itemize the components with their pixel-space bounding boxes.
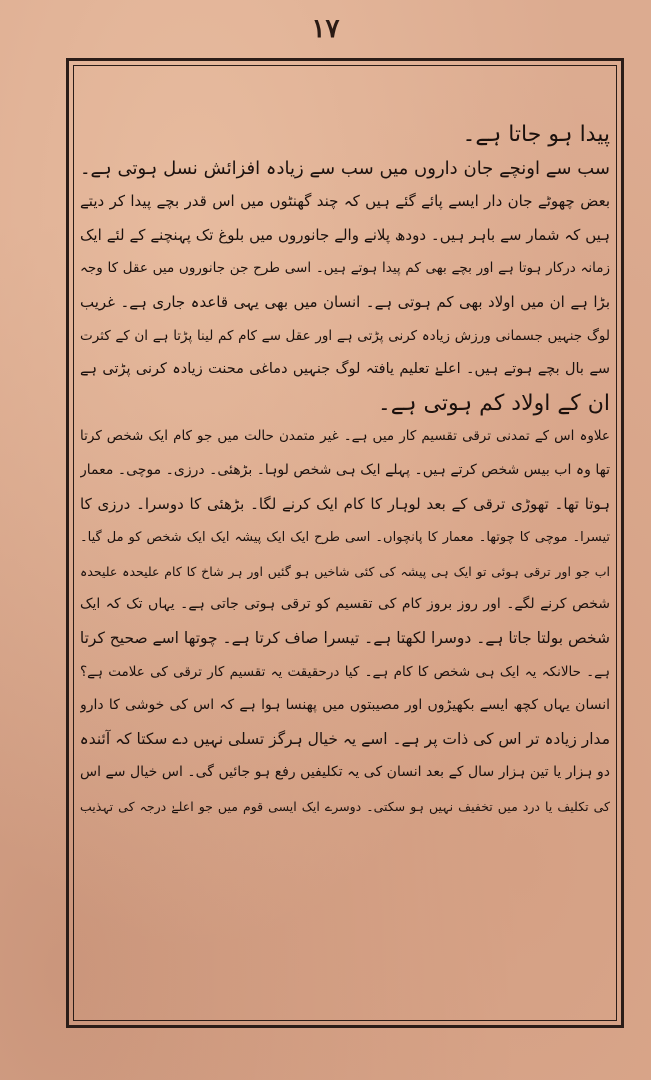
text-line: بعض چھوٹے جان دار ایسے پائے گئے ہیں کہ چند گھنٹوں میں اس قدر بچے پیدا کر دیتے: [80, 192, 610, 211]
text-line: انسان یہاں کچھ ایسے بکھیڑوں اور مصیبتوں میں پھنسا ہوا ہے کہ اس کی خوشی کا دارو: [80, 697, 610, 714]
text-line: سے بال بچے ہوتے ہیں۔ اعلےٰ تعلیم یافتہ لوگ جنہیں دماغی محنت زیادہ کرنی پڑتی ہے: [80, 361, 610, 378]
text-line: شخص کرنے لگے۔ اور روز بروز کام کی تقسیم کو ترقی ہوتی جاتی ہے۔ یہاں تک کہ ایک: [80, 596, 610, 613]
text-line: کی تکلیف یا درد میں تخفیف نہیں ہو سکتی۔ دوسرے ایک ایسی قوم میں جو اعلےٰ درجہ کی تہذیب: [80, 798, 610, 814]
text-line: پیدا ہو جاتا ہے۔: [462, 122, 610, 147]
body-text: [80, 118, 610, 1018]
text-line: تھا وہ اب بیس شخص کرتے ہیں۔ پہلے ایک ہی شخص لوہا۔ بڑھئی۔ درزی۔ موچی۔ معمار: [80, 461, 610, 478]
text-line: تیسرا۔ موچی کا چوتھا۔ معمار کا پانچواں۔ اسی طرح ایک ایک پیشہ ایک ایک شخص کو مل گیا۔: [80, 530, 610, 546]
text-line: ہیں کہ شمار سے باہر ہیں۔ دودھ پلانے والے جانوروں میں بلوغ تک پہنچنے کے لئے ایک: [80, 225, 610, 244]
text-line: بڑا ہے ان میں اولاد بھی کم ہوتی ہے۔ انسان میں بھی یہی قاعدہ جاری ہے۔ غریب: [80, 292, 610, 311]
text-line: لوگ جنہیں جسمانی ورزش زیادہ کرنی پڑتی ہے اور عقل سے کام کم لینا پڑتا ہے ان کے کثرت: [80, 327, 610, 344]
text-line: سب سے اونچے جان داروں میں سب سے زیادہ افزائش نسل ہوتی ہے۔: [80, 157, 610, 179]
text-line: علاوہ اس کے تمدنی ترقی تقسیم کار میں ہے۔ غیر متمدن حالت میں جو کام ایک شخص کرتا: [80, 428, 610, 445]
text-line: دو ہزار یا تین ہزار سال کے بعد انسان کی یہ تکلیفیں رفع ہو جائیں گی۔ اس خیال سے اس: [80, 764, 610, 781]
text-line: اب جو اور ترقی ہوئی تو ایک ہی پیشہ کی کئی شاخیں ہو گئیں اور ہر شاخ کا کام علیحدہ علیحدہ: [80, 563, 610, 579]
text-line: ہے۔ حالانکہ یہ ایک ہی شخص کا کام ہے۔ کیا درحقیقت یہ تقسیم کار ترقی کی علامت ہے؟: [80, 663, 610, 680]
text-line: ان کے اولاد کم ہوتی ہے۔: [377, 390, 610, 416]
text-line: شخص بولتا جاتا ہے۔ دوسرا لکھتا ہے۔ تیسرا صاف کرتا ہے۔ چوتھا اسے صحیح کرتا: [80, 628, 610, 647]
page-number: ١٧: [311, 14, 340, 44]
text-line: ہوتا تھا۔ تھوڑی ترقی کے بعد لوہار کا کام ایک کرنے لگا۔ بڑھئی کا دوسرا۔ درزی کا: [80, 494, 610, 513]
text-line: مدار زیادہ تر اس کی ذات پر ہے۔ اسے یہ خیال ہرگز تسلی نہیں دے سکتا کہ آئندہ: [80, 729, 610, 748]
text-line: زمانہ درکار ہوتا ہے اور بچے بھی کم پیدا ہوتے ہیں۔ اسی طرح جن جانوروں میں عقل کا وجہ: [80, 260, 610, 277]
